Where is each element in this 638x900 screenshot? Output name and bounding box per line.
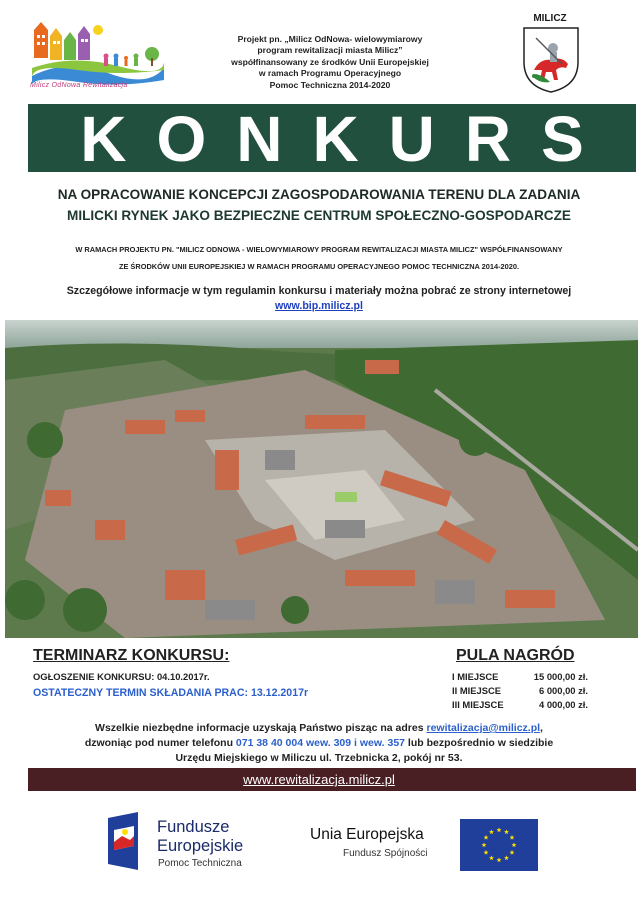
subtitle-line-2: MILICKI RYNEK JAKO BEZPIECZNE CENTRUM SPOŁECZNO-GOSPODARCZE [67,208,571,223]
bip-link[interactable]: www.bip.milicz.pl [275,300,363,312]
milicz-coat-of-arms [522,26,580,94]
eu-subtitle: Fundusz Spójności [343,848,428,859]
contact-info: Wszelkie niezbędne informacje uzyskają Państwo pisząc na adres rewitalizacja@milicz.pl, dzwoniąc pod numer telefonu 071 38 40 004 wew. 309 i wew. 357 lub bezpośrednio w siedzibie Urzędu Miejskiego w Miliczu ul. Trzebnicka 2, pokój nr 53. [84,722,554,764]
project-note: Projekt pn. „Milicz OdNowa- wielowymiarowy program rewitalizacji miasta Milicz” współfinansowany ze środków Unii Europejskiej w ramach Programu Operacyjnego Pomoc Techniczna 2014-2020 [231,34,429,90]
aerial-town-photo [5,320,638,638]
eu-title: Unia Europejska [310,826,424,843]
banner-title: KONKURS [80,103,614,175]
prize-pool-heading: PULA NAGRÓD [456,647,575,664]
footer-website-link[interactable]: www.rewitalizacja.milicz.pl [243,772,395,787]
project-description: W RAMACH PROJEKTU PN. "MILICZ ODNOWA - WIELOWYMIAROWY PROGRAM REWITALIZACJI MIASTA MILICZ" WSPÓŁFINANSOWANY ZE ŚRODKÓW UNII EUROPEJSKIEJ W RAMACH PROGRAMU OPERACYJNEGO POMOC TECHNICZNA 2014-2020. [75,245,563,271]
email-link[interactable]: rewitalizacja@milicz.pl [426,722,541,734]
logo-caption: Milicz OdNowa Rewitalizacja [30,82,128,89]
title-banner [28,103,636,175]
subtitle-line-1: NA OPRACOWANIE KONCEPCJI ZAGOSPODAROWANIA TERENU DLA ZADANIA [57,187,581,202]
prize-row: I MIEJSCE 15 000,00 zł. [452,671,588,682]
fundusze-europejskie-logo-icon [108,812,144,870]
prize-row: II MIEJSCE 6 000,00 zł. [452,685,588,696]
announcement-date: OGŁOSZENIE KONKURSU: 04.10.2017r. [33,671,210,682]
schedule-heading: TERMINARZ KONKURSU: [33,647,230,664]
submission-deadline: OSTATECZNY TERMIN SKŁADANIA PRAC: 13.12.2017r [33,687,309,699]
info-text: Szczegółowe informacje w tym regulamin konkursu i materiały można pobrać ze strony internetowej [66,285,572,297]
prize-row: III MIEJSCE 4 000,00 zł. [452,699,588,710]
fe-title: Fundusze Europejskie [157,818,244,855]
phone-number[interactable]: 071 38 40 004 wew. 309 i wew. 357 [235,737,405,749]
eu-flag-icon [460,819,538,871]
crest-label: MILICZ [533,13,567,24]
fe-subtitle: Pomoc Techniczna [158,858,242,869]
